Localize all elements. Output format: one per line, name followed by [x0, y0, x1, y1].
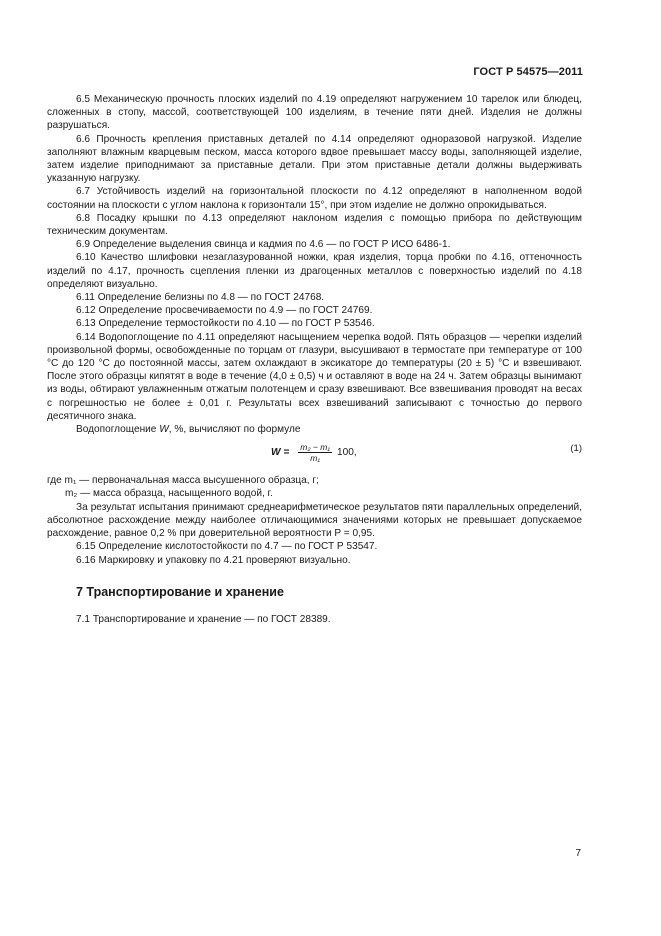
clause-6-8: 6.8 Посадку крышки по 4.13 определяют наклоном изделия с помощью прибора по действующим техническим документам.: [47, 212, 582, 238]
clause-6-7: 6.7 Устойчивость изделий на горизонтальной плоскости по 4.12 определяют в наполненном водой состоянии на плоскости с углом наклона к горизонтали 15°, при этом изделие не должно опрокидываться.: [47, 186, 582, 211]
formula-intro-after: , %, вычисляют по формуле: [168, 424, 301, 436]
page-number: 7: [575, 848, 581, 859]
clause-6-10: 6.10 Качество шлифовки незаглазурованной ножки, края изделия, торца пробки по 4.16, оттеночность изделий по 4.17, прочность сцепления пленки из драгоценных металлов с поверхностью изделий по 4.18 определяют визуально.: [47, 252, 582, 290]
formula-lhs: W =: [271, 447, 290, 459]
where-line-2: m₂ — масса образца, насыщенного водой, г.: [65, 488, 273, 500]
clause-6-14: 6.14 Водопоглощение по 4.11 определяют насыщением черепка водой. Пять образцов — черепки изделий произвольной формы, освобожденные по торцам от глазури, высушивают в термостате при температуре от 100 °С до 120 °С до постоянной массы, затем охлаждают в эксикаторе до температуры (20 ± 5) °С и взвешивают. После этого образцы кипятят в воде в течение (4,0 ± 0,5) ч и оставляют в воде на 24 ч. Затем образцы вынимают из воды, обтирают увлажненным отжатым полотенцем и сразу взвешивают. Все взвешивания проводят на весах с погрешностью не более ± 0,01 г. Результаты всех взвешиваний записывают с точностью до первого десятичного знака.: [47, 331, 582, 422]
section-7-title: 7 Транспортирование и хранение: [76, 584, 284, 599]
formula-denominator: m₁: [310, 453, 320, 464]
clause-6-11: 6.11 Определение белизны по 4.8 — по ГОСТ 24768.: [76, 292, 325, 304]
formula-expression: [271, 442, 357, 463]
clause-6-6: 6.6 Прочность крепления приставных деталей по 4.14 определяют одноразовой нагрузкой. Изделие заполняют влажным кварцевым песком, масса которого вдвое превышает массу воды, заполняющей изделие, затем изделие приподнимают за приставные детали. При этом приставные детали должны выдерживать указанную нагрузку.: [47, 133, 582, 185]
formula-intro: [47, 423, 582, 436]
formula-intro-variable: W: [159, 424, 169, 436]
result-paragraph: За результат испытания принимают среднеарифметическое результатов пяти параллельных определений, абсолютное расхождение между наиболее отличающимися значениями которых не превышает допускаемое расхождение, равное 0,2 % при доверительной вероятности P = 0,95.: [47, 501, 582, 540]
formula-multiplier: 100,: [337, 447, 357, 459]
clause-6-12: 6.12 Определение просвечиваемости по 4.9 — по ГОСТ 24769.: [76, 305, 373, 317]
formula-numerator: m₂ − m₁: [300, 442, 331, 453]
formula-intro-before: Водопоглощение: [76, 424, 160, 436]
clause-6-16: 6.16 Маркировку и упаковку по 4.21 проверяют визуально.: [76, 554, 351, 566]
document-body: [47, 93, 582, 626]
clause-6-13: 6.13 Определение термостойкости по 4.10 — по ГОСТ Р 53546.: [76, 318, 375, 330]
formula-1: [47, 438, 582, 474]
clause-6-9: 6.9 Определение выделения свинца и кадмия по 4.6 — по ГОСТ Р ИСО 6486-1.: [76, 239, 451, 251]
document-code-header: ГОСТ Р 54575—2011: [473, 66, 583, 78]
clause-7-1: 7.1 Транспортирование и хранение — по ГОСТ 28389.: [76, 613, 331, 625]
clause-6-5: 6.5 Механическую прочность плоских изделий по 4.19 определяют нагружением 10 тарелок или блюдец, сложенных в стопу, массой, соответствующей 100 изделиям, в течение пяти дней. Изделия не должны разрушаться.: [47, 94, 582, 132]
formula-fraction: [298, 442, 332, 463]
formula-number: (1): [570, 443, 582, 455]
where-line-1: где m₁ — первоначальная масса высушенного образца, г;: [47, 475, 319, 487]
clause-6-15: 6.15 Определение кислотостойкости по 4.7 — по ГОСТ Р 53547.: [76, 541, 378, 553]
section-spacer: [47, 600, 582, 613]
